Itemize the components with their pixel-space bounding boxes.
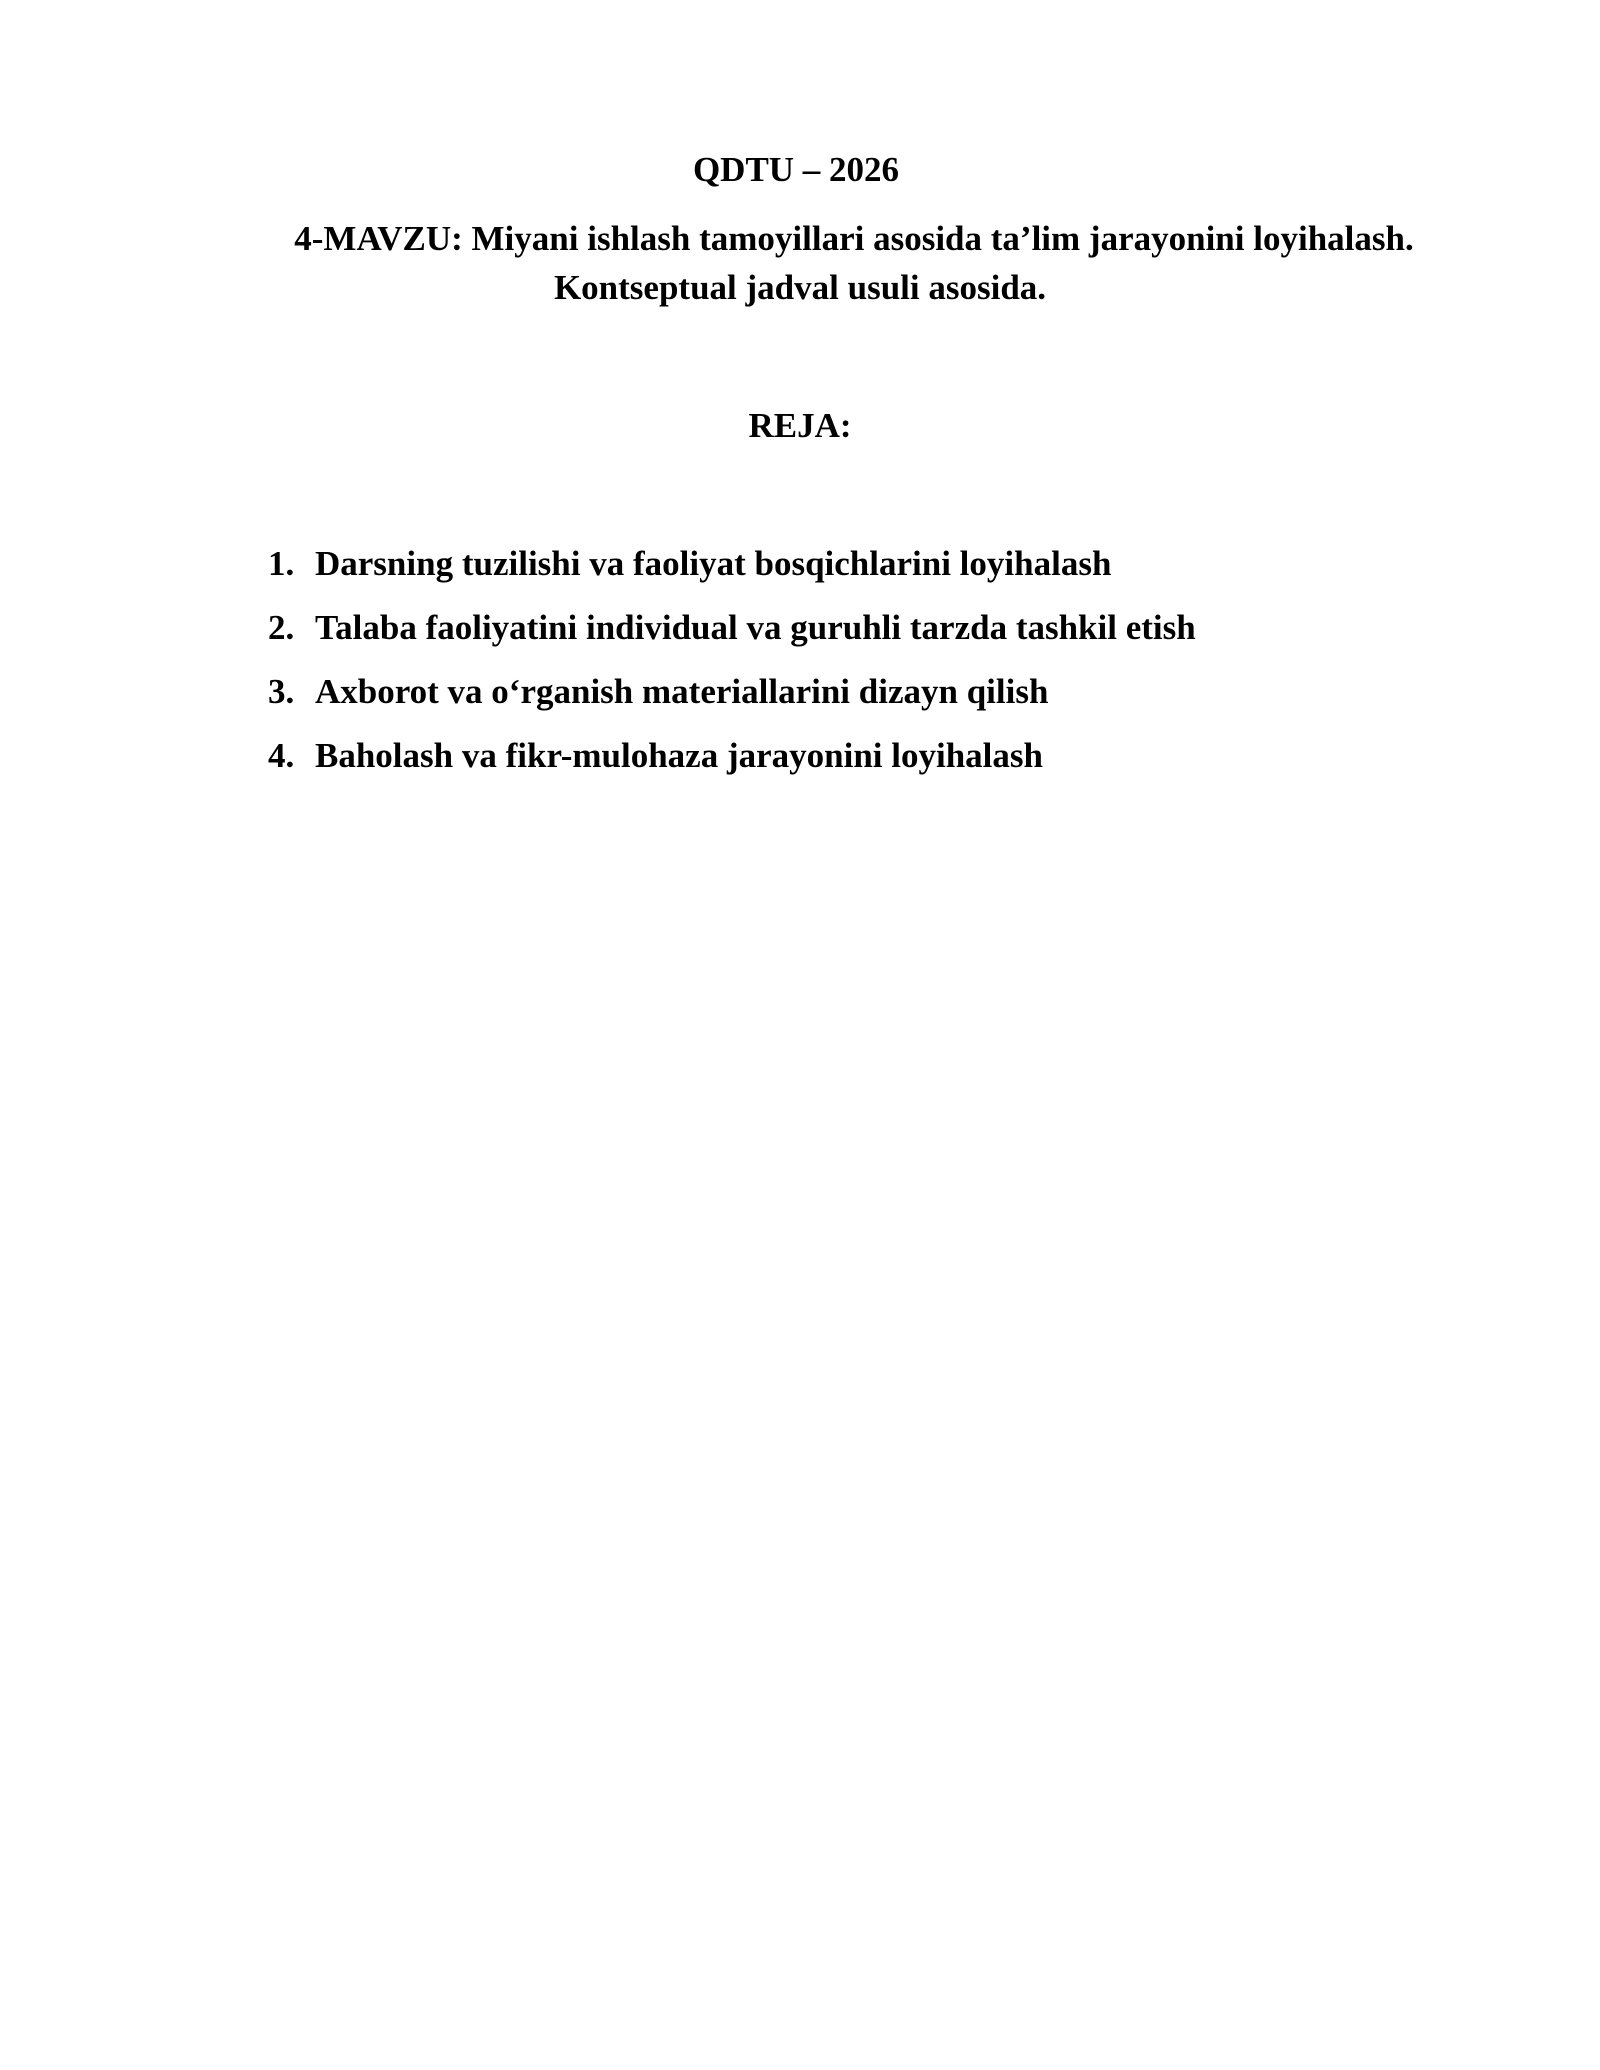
- topic-title-line-2: Kontseptual jadval usuli asosida.: [553, 268, 1047, 307]
- plan-list: [268, 540, 1196, 796]
- plan-item-text: Darsning tuzilishi va faoliyat bosqichlarini loyihalash: [315, 544, 1112, 583]
- institution-heading: QDTU – 2026: [692, 150, 900, 189]
- plan-item-number: 2.: [268, 608, 295, 647]
- plan-heading: REJA:: [748, 406, 852, 445]
- plan-item-text: Baholash va fikr-mulohaza jarayonini loyihalash: [315, 736, 1043, 775]
- plan-item-text: Axborot va o‘rganish materiallarini dizayn qilish: [315, 672, 1049, 711]
- plan-item-4: [268, 732, 1196, 796]
- plan-item-2: [268, 604, 1196, 668]
- topic-title-line-1: 4-MAVZU: Miyani ishlash tamoyillari asosida ta’lim jarayonini loyihalash.: [294, 219, 1414, 258]
- plan-item-text: Talaba faoliyatini individual va guruhli tarzda tashkil etish: [315, 608, 1196, 647]
- plan-item-1: [268, 540, 1196, 604]
- plan-item-number: 3.: [268, 672, 295, 711]
- plan-item-number: 1.: [268, 544, 295, 583]
- plan-item-number: 4.: [268, 736, 295, 775]
- plan-item-3: [268, 668, 1196, 732]
